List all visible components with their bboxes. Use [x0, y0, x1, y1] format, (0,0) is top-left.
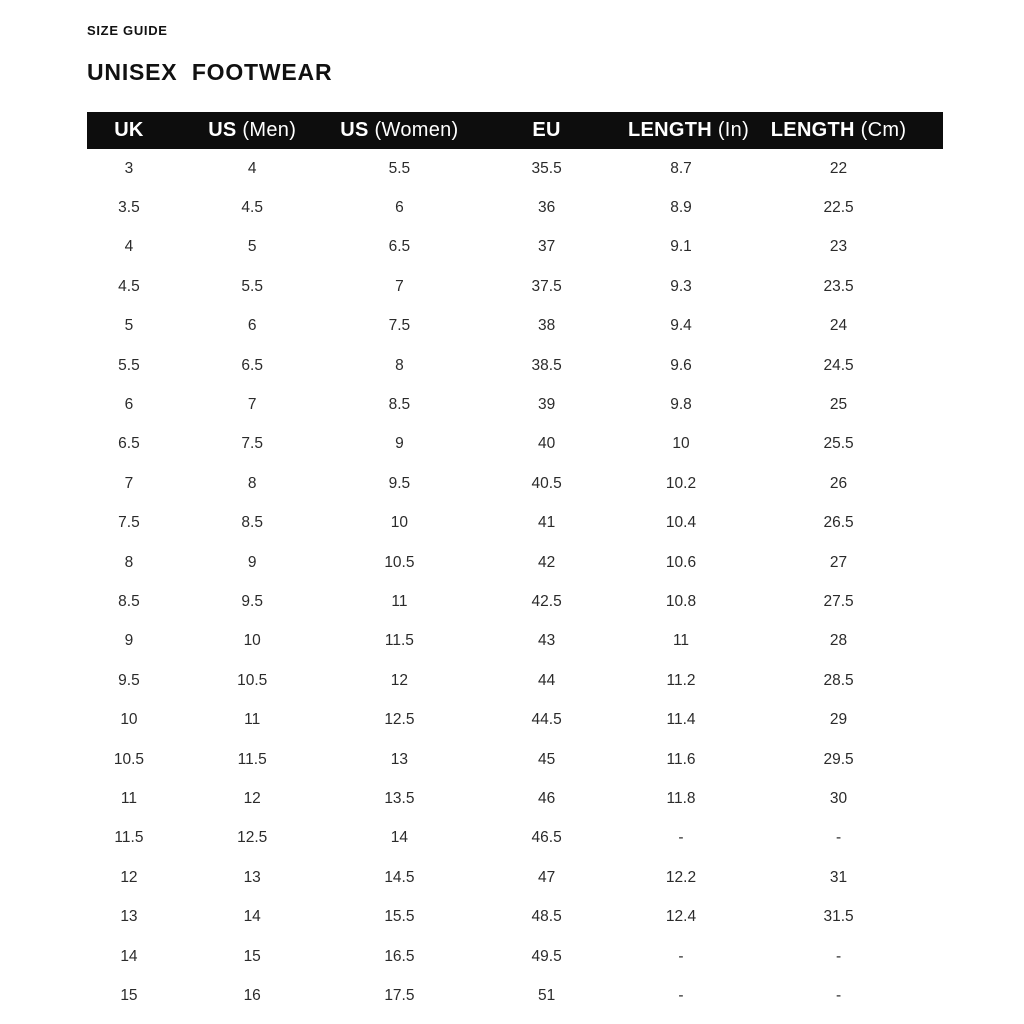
table-cell: 11.5	[114, 829, 144, 847]
table-cell: 27.5	[823, 592, 854, 610]
table-cell: 6.5	[388, 238, 411, 256]
table-cell: 8	[247, 474, 257, 492]
table-cell: 42	[538, 553, 556, 571]
table-cell: 16	[243, 986, 261, 1004]
table-row	[87, 543, 943, 582]
table-cell: 11	[120, 789, 137, 807]
table-cell: 4.5	[241, 199, 263, 217]
table-cell: 8.7	[670, 159, 692, 177]
column-header-label: LENGTH	[770, 119, 855, 141]
table-row	[87, 740, 943, 779]
table-cell: 13	[120, 908, 138, 926]
column-header-us-women: US (Women)	[334, 112, 466, 149]
table-cell: 40.5	[531, 474, 562, 492]
table-cell: 6	[124, 396, 134, 414]
table-cell: 11.4	[666, 711, 696, 729]
table-cell: 11.2	[666, 671, 696, 689]
table-cell: 11.5	[384, 632, 414, 650]
table-row	[87, 464, 943, 503]
table-cell: 51	[538, 986, 556, 1004]
table-cell: 10	[390, 514, 409, 532]
table-cell: 6	[395, 199, 404, 217]
table-cell: 13	[243, 868, 261, 886]
table-cell: 14	[120, 947, 138, 965]
table-cell: 11.5	[237, 750, 267, 768]
table-cell: 5.5	[118, 356, 140, 374]
table-cell: 4	[124, 238, 134, 256]
table-cell: 31	[829, 868, 848, 886]
column-header-label: US	[208, 119, 237, 141]
table-cell: 9.1	[670, 238, 692, 256]
table-cell: 8	[395, 356, 404, 374]
table-row	[87, 858, 943, 897]
table-cell: 7	[247, 396, 257, 414]
column-header-label: UK	[114, 119, 144, 141]
table-cell: -	[835, 947, 842, 965]
table-cell: 12.2	[665, 868, 697, 886]
table-cell: 9	[124, 632, 134, 650]
table-cell: 9.6	[670, 356, 692, 374]
table-cell: 9	[247, 553, 257, 571]
table-cell: 24.5	[823, 356, 854, 374]
table-cell: 11.8	[666, 789, 696, 807]
table-cell: 22.5	[823, 199, 854, 217]
table-cell: 40	[538, 435, 556, 453]
table-cell: 44.5	[531, 711, 562, 729]
table-row	[87, 700, 943, 739]
table-cell: 5.5	[241, 277, 263, 295]
table-cell: 14.5	[384, 868, 415, 886]
table-cell: 17.5	[384, 986, 415, 1004]
table-cell: 8.5	[241, 514, 263, 532]
table-cell: 9.5	[118, 671, 140, 689]
table-cell: 28	[829, 632, 848, 650]
column-header-uk	[87, 112, 171, 149]
table-cell: 42.5	[531, 592, 562, 610]
column-header-length-in: LENGTH (In)	[628, 112, 734, 149]
table-row	[87, 228, 943, 267]
table-cell: 15	[243, 947, 261, 965]
table-cell: 6.5	[241, 356, 263, 374]
table-cell: 12	[390, 671, 409, 689]
table-cell: 44	[538, 671, 556, 689]
table-cell: 7.5	[388, 317, 411, 335]
table-cell: 10	[243, 632, 261, 650]
table-cell: 28.5	[823, 671, 854, 689]
table-cell: 12.5	[237, 829, 268, 847]
table-row	[87, 385, 943, 424]
size-guide-label: SIZE GUIDE	[87, 23, 168, 38]
table-row	[87, 779, 943, 818]
table-row	[87, 425, 943, 464]
table-cell: 22	[829, 159, 848, 177]
table-cell: 8.5	[118, 592, 140, 610]
table-cell: 7	[124, 474, 134, 492]
table-cell: 43	[538, 632, 556, 650]
table-cell: 36	[538, 199, 556, 217]
table-row	[87, 582, 943, 621]
table-cell: -	[835, 829, 842, 847]
table-cell: 15	[120, 986, 138, 1004]
table-cell: 26	[829, 474, 848, 492]
table-cell: 5	[247, 238, 257, 256]
table-body	[87, 149, 943, 1016]
table-cell: 8.5	[388, 396, 411, 414]
table-cell: 38.5	[531, 356, 562, 374]
table-cell: 31.5	[823, 908, 854, 926]
table-cell: 9.3	[670, 277, 692, 295]
table-cell: 48.5	[531, 908, 562, 926]
table-cell: -	[678, 947, 684, 965]
table-cell: -	[678, 829, 684, 847]
table-cell: 12	[120, 868, 138, 886]
table-cell: 3.5	[118, 199, 140, 217]
table-cell: 9.5	[241, 592, 263, 610]
table-row	[87, 188, 943, 227]
table-cell: 6	[247, 317, 257, 335]
table-cell: 10.2	[665, 474, 697, 492]
table-cell: 35.5	[531, 159, 562, 177]
table-cell: 9	[395, 435, 404, 453]
table-cell: 46.5	[531, 829, 562, 847]
table-cell: 10.5	[237, 671, 268, 689]
table-cell: 25	[829, 396, 848, 414]
table-cell: 37	[538, 238, 556, 256]
table-cell: 6.5	[118, 435, 140, 453]
column-header-label: LENGTH	[627, 119, 712, 141]
table-cell: 12.5	[384, 711, 415, 729]
table-cell: 7	[395, 277, 404, 295]
table-cell: 8	[124, 553, 134, 571]
table-cell: 9.4	[670, 317, 692, 335]
table-cell: 11	[391, 592, 408, 610]
page-title: UNISEX FOOTWEAR	[87, 59, 333, 85]
table-cell: 7.5	[241, 435, 263, 453]
table-cell: 23	[829, 238, 848, 256]
table-cell: 27	[829, 553, 848, 571]
table-cell: 41	[538, 514, 556, 532]
table-cell: 11	[672, 632, 690, 650]
column-header-label: EU	[532, 119, 561, 141]
table-cell: 25.5	[823, 435, 854, 453]
table-cell: 37.5	[531, 277, 562, 295]
table-cell: 29	[829, 711, 848, 729]
table-cell: 10.8	[665, 592, 697, 610]
table-cell: 38	[538, 317, 556, 335]
table-cell: 13	[390, 750, 409, 768]
table-cell: 10.5	[113, 750, 145, 768]
column-header-length-cm: LENGTH (Cm)	[734, 112, 943, 149]
table-cell: -	[678, 986, 684, 1004]
table-cell: 26.5	[823, 514, 854, 532]
table-cell: 12.4	[665, 908, 697, 926]
table-row	[87, 661, 943, 700]
table-row	[87, 149, 943, 188]
table-cell: 29.5	[823, 750, 854, 768]
column-header-label: US	[340, 119, 369, 141]
table-cell: 10.5	[384, 553, 415, 571]
table-cell: 9.5	[388, 474, 411, 492]
column-header-eu	[465, 112, 628, 149]
table-cell: 3	[124, 159, 134, 177]
size-table	[87, 112, 943, 1016]
table-row	[87, 937, 943, 976]
table-cell: 24	[829, 317, 848, 335]
table-row	[87, 622, 943, 661]
table-cell: 10.4	[665, 514, 697, 532]
table-cell: -	[835, 986, 842, 1004]
table-cell: 15.5	[384, 908, 415, 926]
table-cell: 4	[247, 159, 257, 177]
table-cell: 46	[538, 789, 556, 807]
table-row	[87, 346, 943, 385]
table-row	[87, 976, 943, 1015]
table-cell: 10	[672, 435, 690, 453]
table-cell: 8.9	[670, 199, 692, 217]
table-cell: 49.5	[531, 947, 562, 965]
table-cell: 11	[244, 711, 261, 729]
table-row	[87, 897, 943, 936]
table-row	[87, 307, 943, 346]
table-cell: 14	[243, 908, 261, 926]
table-cell: 47	[538, 868, 556, 886]
table-cell: 13.5	[384, 789, 415, 807]
table-cell: 9.8	[670, 396, 692, 414]
table-cell: 5.5	[388, 159, 411, 177]
table-cell: 30	[829, 789, 848, 807]
table-cell: 10.6	[665, 553, 697, 571]
column-header-us-men: US (Men)	[171, 112, 334, 149]
table-cell: 14	[390, 829, 409, 847]
table-cell: 39	[538, 396, 556, 414]
table-cell: 5	[124, 317, 134, 335]
table-row	[87, 819, 943, 858]
table-cell: 11.6	[666, 750, 696, 768]
table-row	[87, 267, 943, 306]
table-cell: 10	[120, 711, 138, 729]
table-cell: 16.5	[384, 947, 415, 965]
table-cell: 12	[243, 789, 261, 807]
table-cell: 7.5	[118, 514, 140, 532]
table-cell: 4.5	[118, 277, 140, 295]
table-cell: 23.5	[823, 277, 854, 295]
table-cell: 45	[538, 750, 556, 768]
table-header-row	[87, 112, 943, 149]
table-row	[87, 504, 943, 543]
